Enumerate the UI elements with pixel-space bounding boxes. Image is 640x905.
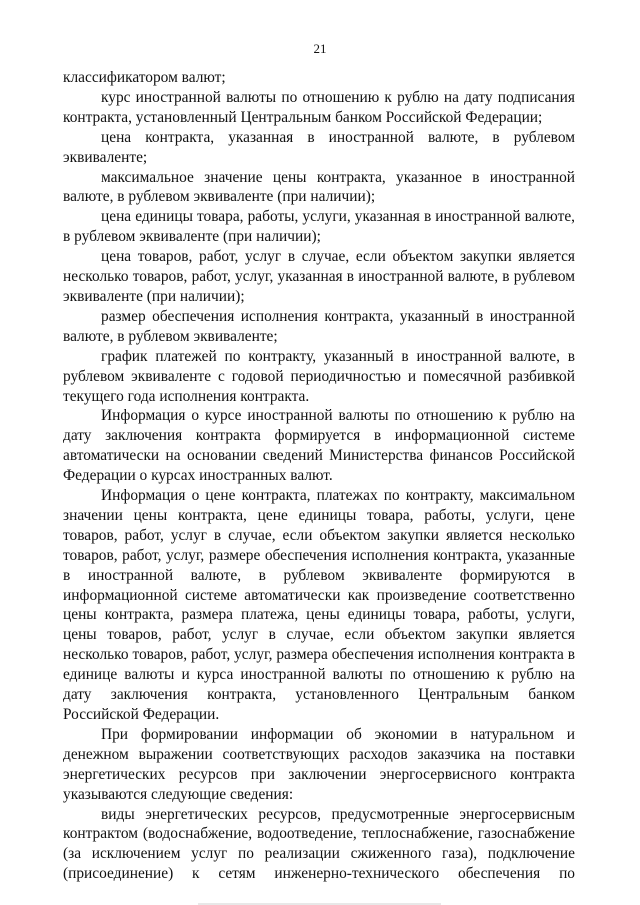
paragraph-currency-classifier: классификатором валют; (63, 69, 226, 86)
page-number: 21 (313, 41, 327, 56)
document-body (63, 68, 575, 884)
paragraph-payment-schedule: график платежей по контракту, указанный в иностранной валюте, в рублевом эквиваленте с годовой периодичностью и помесячной разбивкой текущего года исполнения контракта. (63, 347, 575, 405)
paragraph-price-info: Информация о цене контракта, платежах по контракту, максимальном значении цены контракта, цене единицы товара, работы, услуги, цене товаров, работ, услуг в случае, если объектом закупки является несколько товаров, работ, услуг, размере обеспечения исполнения контракта, указанные в иностранной валюте, в рублевом эквиваленте формируются в информационной системе автоматически как произведение соответственно цены контракта, размера платежа, цены единицы товара, работы, услуги, цены товаров, работ, услуг в случае, если объектом закупки является несколько товаров, работ, услуг, размера обеспечения исполнения контракта в единице валюты и курса иностранной валюты по отношению к рублю на дату заключения контракта, установленного Центральным банком Российской Федерации. (63, 487, 575, 723)
paragraph-savings-info: При формировании информации об экономии в натуральном и денежном выражении соответствующих расходов заказчика на поставки энергетических ресурсов при заключении энергосервисного контракта указываются следующие сведения: (63, 725, 575, 803)
paragraph-exchange-rate-signing: курс иностранной валюты по отношению к рублю на дату подписания контракта, установленный Центральным банком Российской Федерации; (63, 88, 575, 126)
paragraph-unit-price: цена единицы товара, работы, услуги, указанная в иностранной валюте, в рублевом эквиваленте (при наличии); (63, 208, 575, 246)
paragraph-energy-resources: виды энергетических ресурсов, предусмотренные энергосервисным контрактом (водоснабжение, водоотведение, теплоснабжение, газоснабжение (за исключением услуг по реализации сжиженного газа), подключение (присоединение) к сетям инженерно-технического обеспечения по (63, 805, 575, 883)
paragraph-max-contract-price: максимальное значение цены контракта, указанное в иностранной валюте, в рублевом эквиваленте (при наличии); (63, 168, 575, 206)
paragraph-security-amount: размер обеспечения исполнения контракта, указанный в иностранной валюте, в рублевом эквиваленте; (63, 307, 575, 345)
paragraph-goods-price: цена товаров, работ, услуг в случае, если объектом закупки является несколько товаров, работ, услуг, указанная в иностранной валюте, в рублевом эквиваленте (при наличии); (63, 248, 575, 305)
paragraph-contract-price: цена контракта, указанная в иностранной валюте, в рублевом эквиваленте; (63, 128, 575, 166)
paragraph-exchange-rate-info: Информация о курсе иностранной валюты по отношению к рублю на дату заключения контракта формируется в информационной системе автоматически на основании сведений Министерства финансов Российской Федерации о курсах иностранных валют. (63, 407, 575, 485)
